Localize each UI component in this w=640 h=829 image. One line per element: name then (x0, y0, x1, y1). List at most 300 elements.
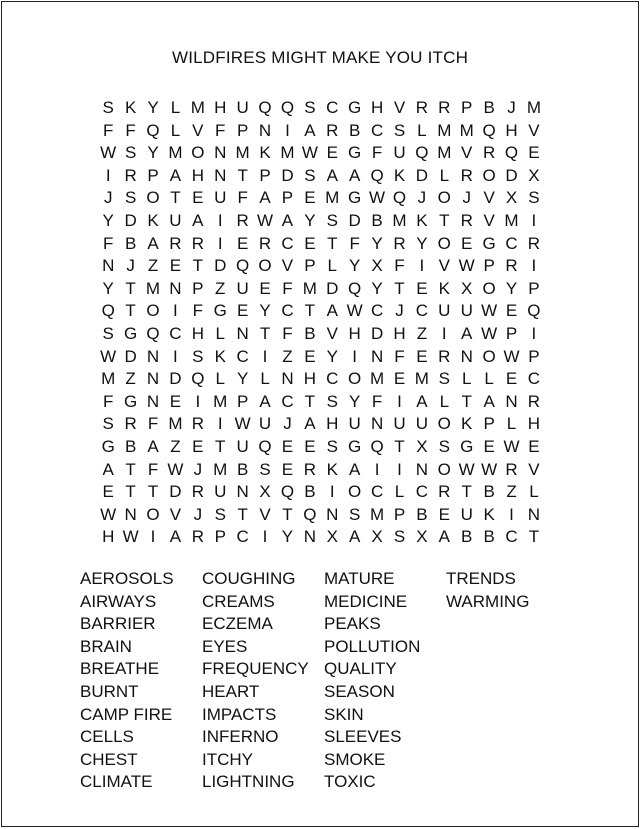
grid-letter: Z (215, 278, 226, 298)
grid-letter: N (102, 256, 115, 276)
grid-letter: F (192, 301, 204, 321)
grid-letter: Y (349, 391, 361, 411)
grid-letter: I (217, 233, 223, 253)
grid-letter: E (259, 278, 271, 298)
grid-letter: B (349, 120, 361, 140)
grid-letter: F (103, 391, 114, 411)
word-list-item: BURNT (80, 681, 139, 701)
grid-letter: J (507, 98, 516, 117)
grid-letter: X (528, 165, 540, 185)
grid-letter: I (374, 459, 380, 479)
grid-letter: A (326, 301, 338, 321)
grid-letter: C (169, 323, 182, 343)
grid-letter: T (282, 504, 293, 524)
word-list-item: BARRIER (80, 614, 156, 634)
grid-letter: Q (348, 278, 362, 298)
grid-letter: A (304, 120, 316, 140)
word-list-item: TRENDS (446, 569, 516, 588)
grid-letter: D (281, 165, 294, 185)
grid-letter: Y (147, 98, 159, 117)
grid-letter: L (170, 120, 181, 140)
grid-letter: V (281, 256, 294, 276)
grid-letter: U (236, 98, 249, 117)
grid-letter: Q (370, 165, 384, 185)
grid-letter: L (394, 482, 405, 502)
grid-letter: N (124, 504, 137, 524)
grid-letter: C (370, 482, 384, 502)
grid-letter: R (460, 165, 473, 185)
grid-letter: J (395, 301, 404, 321)
grid-letter: H (214, 98, 227, 117)
grid-letter: C (281, 391, 294, 411)
grid-letter: W (122, 527, 139, 547)
word-list-item: ITCHY (202, 749, 253, 769)
grid-letter: E (169, 256, 182, 276)
grid-letter: A (304, 414, 316, 434)
grid-letter: P (461, 98, 473, 117)
grid-letter: K (147, 210, 159, 230)
grid-letter: S (326, 436, 338, 456)
grid-letter: T (147, 482, 159, 502)
grid-letter: V (192, 120, 204, 140)
grid-letter: E (326, 143, 338, 163)
grid-letter: N (303, 527, 316, 547)
grid-letter: I (195, 391, 201, 411)
grid-letter: R (258, 233, 272, 253)
grid-letter: G (348, 436, 362, 456)
grid-letter: H (505, 120, 518, 140)
grid-letter: B (304, 482, 316, 502)
grid-letter: L (461, 369, 472, 389)
word-column (80, 568, 202, 794)
grid-letter: I (441, 323, 447, 343)
word-list-item: COUGHING (202, 569, 296, 588)
grid-letter: Z (282, 346, 293, 366)
grid-letter: Y (236, 369, 249, 389)
grid-letter: Y (281, 527, 294, 547)
grid-letter: M (369, 369, 385, 389)
grid-letter: M (101, 369, 116, 389)
grid-letter: V (483, 210, 495, 230)
grid-letter: A (147, 436, 159, 456)
grid-letter: N (214, 143, 227, 163)
grid-letter: F (282, 278, 293, 298)
grid-row (97, 391, 545, 414)
grid-letter: P (259, 165, 271, 185)
grid-letter: M (280, 143, 295, 163)
grid-letter: P (147, 165, 159, 185)
grid-letter: I (531, 210, 537, 230)
grid-letter: N (527, 504, 541, 524)
grid-letter: H (102, 527, 115, 547)
grid-letter: J (126, 256, 135, 276)
grid-letter: W (458, 459, 475, 479)
grid-letter: J (462, 188, 471, 208)
word-list-item: LIGHTNING (202, 772, 295, 792)
grid-letter: V (438, 256, 450, 276)
grid-letter: G (213, 301, 227, 321)
word-list-item: BREATHE (80, 659, 160, 679)
grid-letter: R (124, 414, 137, 434)
grid-letter: X (371, 256, 383, 276)
grid-letter: F (103, 120, 114, 140)
grid-letter: K (214, 346, 226, 366)
grid-letter: R (191, 414, 204, 434)
grid-letter: D (214, 256, 227, 276)
grid-letter: D (124, 210, 137, 230)
word-list-item: CHEST (80, 749, 138, 769)
grid-letter: P (528, 278, 540, 298)
grid-letter: U (415, 414, 429, 434)
grid-letter: M (145, 278, 161, 298)
word-list-item: MATURE (324, 569, 395, 588)
grid-letter: M (437, 143, 452, 163)
word-list-item: EYES (202, 636, 248, 656)
grid-letter: N (258, 120, 272, 140)
grid-letter: Y (102, 278, 114, 298)
grid-letter: I (531, 323, 537, 343)
grid-letter: A (461, 323, 473, 343)
grid-letter: E (102, 482, 114, 502)
grid-letter: W (257, 210, 274, 230)
grid-letter: R (124, 165, 137, 185)
grid-letter: C (505, 527, 518, 547)
word-list-item: WARMING (446, 591, 530, 611)
grid-letter: T (394, 436, 405, 456)
grid-letter: T (439, 210, 450, 230)
grid-letter: S (102, 98, 114, 117)
grid-letter: G (101, 436, 115, 456)
letter-grid (97, 97, 545, 549)
grid-letter: R (191, 233, 204, 253)
grid-letter: W (167, 459, 184, 479)
word-list-item: CELLS (80, 727, 134, 747)
grid-letter: C (326, 369, 339, 389)
grid-row (97, 233, 545, 256)
grid-letter: R (505, 459, 518, 479)
grid-letter: R (460, 210, 473, 230)
word-list-item: BRAIN (80, 636, 132, 656)
grid-letter: B (461, 527, 473, 547)
grid-letter: D (326, 278, 339, 298)
grid-row (97, 459, 545, 482)
grid-row (97, 187, 545, 210)
grid-letter: T (125, 482, 136, 502)
grid-row (97, 526, 545, 549)
grid-letter: O (482, 165, 496, 185)
grid-letter: E (528, 143, 540, 163)
grid-letter: I (509, 504, 514, 524)
grid-letter: E (393, 369, 406, 389)
grid-letter: U (348, 414, 361, 434)
page-title: WILDFIRES MIGHT MAKE YOU ITCH (171, 48, 469, 67)
grid-letter: F (147, 459, 159, 479)
grid-letter: S (349, 504, 361, 524)
grid-letter: A (259, 188, 271, 208)
grid-letter: N (146, 369, 160, 389)
grid-letter: Z (170, 436, 181, 456)
grid-letter: S (304, 98, 316, 117)
grid-row (97, 436, 545, 459)
grid-letter: Q (415, 143, 429, 163)
grid-letter: B (124, 233, 137, 253)
grid-letter: K (326, 459, 338, 479)
grid-letter: Q (258, 98, 272, 117)
grid-letter: W (100, 504, 117, 524)
grid-letter: J (193, 459, 203, 479)
grid-letter: M (213, 391, 228, 411)
grid-letter: R (527, 391, 541, 411)
grid-letter: H (191, 323, 204, 343)
grid-letter: D (348, 210, 361, 230)
word-list-item: SKIN (324, 704, 364, 724)
grid-letter: F (371, 391, 383, 411)
grid-letter: Y (147, 143, 159, 163)
word-list-item: CAMP FIRE (80, 704, 173, 724)
grid-letter: R (438, 482, 451, 502)
grid-letter: C (505, 233, 518, 253)
grid-letter: S (326, 210, 338, 230)
grid-letter: K (393, 165, 406, 185)
grid-row (97, 300, 545, 323)
grid-letter: H (348, 323, 361, 343)
grid-letter: K (124, 98, 137, 117)
grid-letter: H (393, 323, 406, 343)
grid-letter: I (173, 301, 178, 321)
grid-letter: I (217, 210, 223, 230)
grid-row (97, 413, 545, 436)
grid-letter: V (528, 120, 540, 140)
word-list-item: SLEEVES (324, 727, 402, 747)
word-list-item: IMPACTS (202, 704, 277, 724)
grid-letter: B (483, 482, 495, 502)
grid-letter: M (504, 210, 519, 230)
grid-letter: R (482, 143, 496, 163)
grid-letter: Q (191, 369, 205, 389)
grid-letter: U (258, 414, 272, 434)
grid-letter: K (259, 143, 271, 163)
grid-letter: W (481, 301, 498, 321)
grid-letter: F (394, 346, 405, 366)
grid-letter: G (348, 98, 362, 117)
grid-letter: R (527, 233, 541, 253)
grid-letter: S (438, 369, 450, 389)
grid-letter: L (506, 414, 517, 434)
grid-letter: Y (326, 346, 338, 366)
grid-letter: P (483, 414, 495, 434)
grid-letter: B (483, 98, 495, 117)
grid-row (97, 504, 545, 527)
grid-letter: S (102, 414, 114, 434)
grid-letter: O (258, 256, 272, 276)
grid-letter: V (483, 188, 495, 208)
grid-letter: L (439, 391, 450, 411)
grid-letter: R (505, 256, 518, 276)
worksheet-page (1, 1, 639, 827)
grid-letter: Q (303, 504, 317, 524)
grid-letter: Q (146, 120, 160, 140)
grid-letter: W (458, 256, 475, 276)
grid-letter: A (169, 165, 182, 185)
grid-letter: D (415, 165, 429, 185)
grid-letter: I (150, 527, 156, 547)
grid-letter: U (214, 188, 227, 208)
grid-letter: C (236, 346, 249, 366)
grid-letter: N (460, 346, 473, 366)
grid-letter: X (371, 527, 383, 547)
grid-letter: V (259, 504, 271, 524)
grid-letter: R (438, 98, 451, 117)
grid-letter: P (505, 323, 518, 343)
grid-letter: O (348, 369, 362, 389)
grid-letter: T (259, 323, 271, 343)
grid-letter: Z (147, 256, 159, 276)
grid-letter: A (102, 459, 114, 479)
grid-letter: R (169, 233, 182, 253)
word-list-item: INFERNO (202, 727, 279, 747)
grid-letter: I (285, 120, 290, 140)
word-column (202, 568, 324, 794)
grid-letter: E (236, 233, 249, 253)
grid-letter: W (100, 346, 117, 366)
grid-letter: V (528, 459, 540, 479)
grid-letter: E (304, 436, 316, 456)
grid-letter: A (349, 459, 361, 479)
grid-letter: A (438, 527, 450, 547)
grid-letter: P (304, 256, 316, 276)
grid-letter: M (392, 210, 407, 230)
grid-letter: F (125, 120, 136, 140)
word-list-item: ECZEMA (202, 614, 273, 634)
grid-letter: J (103, 188, 113, 208)
grid-letter: R (438, 346, 451, 366)
grid-letter: H (527, 414, 541, 434)
grid-letter: J (417, 188, 427, 208)
grid-letter: N (236, 482, 249, 502)
grid-letter: E (304, 188, 316, 208)
grid-row (97, 278, 545, 301)
grid-letter: M (414, 369, 429, 389)
word-list-item: TOXIC (324, 772, 376, 792)
grid-letter: W (346, 301, 363, 321)
grid-letter: C (326, 98, 339, 117)
grid-letter: X (259, 482, 271, 502)
grid-letter: I (217, 414, 223, 434)
grid-letter: I (397, 391, 402, 411)
grid-letter: P (236, 120, 249, 140)
grid-letter: T (304, 391, 316, 411)
grid-letter: O (437, 233, 451, 253)
word-list-item: CLIMATE (80, 772, 153, 792)
grid-letter: B (124, 436, 137, 456)
grid-letter: U (460, 301, 473, 321)
grid-letter: W (301, 143, 318, 163)
grid-letter: S (124, 143, 137, 163)
grid-letter: K (438, 278, 450, 298)
word-column (446, 568, 568, 794)
grid-letter: O (437, 414, 451, 434)
grid-letter: I (352, 346, 358, 366)
grid-letter: K (461, 414, 473, 434)
grid-letter: L (260, 369, 270, 389)
grid-letter: W (503, 436, 520, 456)
word-list-item: AIRWAYS (80, 591, 157, 611)
grid-letter: G (123, 323, 138, 343)
grid-letter: L (417, 120, 427, 140)
grid-letter: Q (392, 188, 407, 208)
grid-letter: P (236, 391, 249, 411)
word-column (324, 568, 446, 794)
grid-letter: P (192, 278, 204, 298)
grid-letter: K (416, 210, 428, 230)
grid-row (97, 165, 545, 188)
grid-letter: M (369, 504, 385, 524)
grid-letter: R (415, 98, 429, 117)
grid-letter: I (105, 165, 111, 185)
grid-letter: A (349, 165, 361, 185)
grid-letter: F (394, 256, 405, 276)
grid-letter: E (438, 504, 450, 524)
grid-letter: U (393, 143, 406, 163)
grid-letter: F (103, 233, 114, 253)
grid-letter: F (371, 143, 383, 163)
grid-letter: Z (506, 482, 517, 502)
grid-letter: J (283, 414, 292, 434)
grid-letter: F (215, 120, 226, 140)
grid-letter: E (304, 233, 316, 253)
grid-letter: J (193, 504, 203, 524)
grid-letter: Q (280, 98, 295, 117)
grid-letter: T (237, 165, 248, 185)
grid-letter: M (526, 98, 541, 117)
grid-letter: E (192, 188, 204, 208)
grid-letter: V (326, 323, 338, 343)
grid-letter: N (146, 391, 160, 411)
grid-letter: T (125, 459, 136, 479)
grid-letter: Q (280, 482, 295, 502)
grid-letter: E (281, 436, 294, 456)
grid-letter: E (304, 346, 316, 366)
grid-letter: F (147, 414, 159, 434)
grid-letter: U (438, 301, 451, 321)
grid-letter: L (439, 165, 450, 185)
grid-letter: N (505, 391, 518, 411)
grid-letter: D (124, 346, 137, 366)
grid-letter: Q (146, 323, 160, 343)
grid-letter: U (236, 278, 249, 298)
grid-letter: U (214, 482, 227, 502)
grid-letter: S (304, 165, 316, 185)
grid-letter: T (528, 527, 540, 547)
grid-letter: B (416, 504, 428, 524)
grid-letter: P (393, 504, 406, 524)
grid-letter: S (214, 504, 226, 524)
grid-letter: G (460, 436, 474, 456)
grid-letter: E (461, 233, 473, 253)
grid-letter: C (415, 301, 429, 321)
grid-row (97, 255, 545, 278)
grid-letter: Y (416, 233, 428, 253)
grid-letter: L (529, 482, 539, 502)
grid-letter: A (259, 391, 271, 411)
word-list-item: CREAMS (202, 591, 275, 611)
grid-letter: F (282, 323, 293, 343)
grid-letter: I (262, 346, 268, 366)
word-list-item: HEART (202, 681, 260, 701)
grid-letter: Q (482, 120, 496, 140)
grid-letter: N (326, 504, 339, 524)
grid-letter: N (370, 346, 384, 366)
